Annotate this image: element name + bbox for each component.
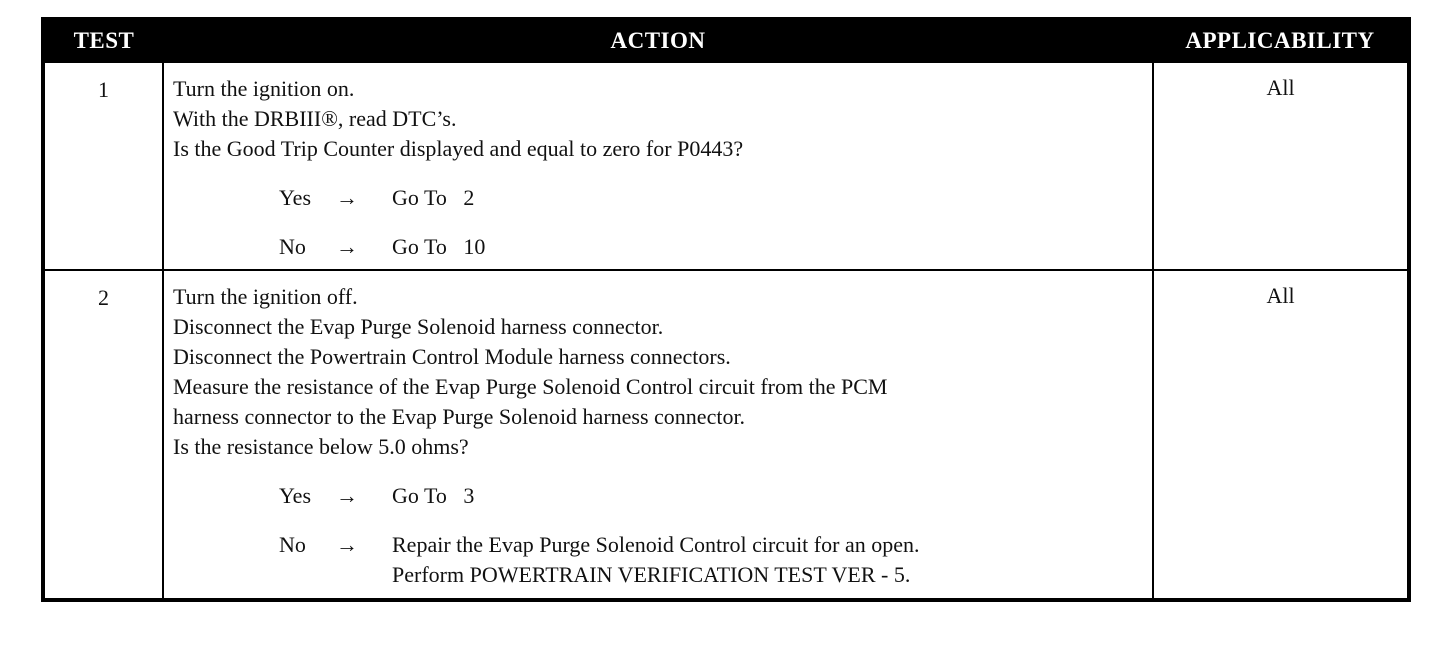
branch-target: Go To 3 [392,483,475,508]
action-cell [163,270,1153,600]
arrow-icon: → [336,483,358,508]
test-number: 1 [43,62,163,270]
action-question: Is the Good Trip Counter displayed and equal to zero for P0443? [173,136,744,161]
header-action: ACTION [163,19,1153,62]
branch-yes [279,183,1144,213]
applicability-value: All [1153,62,1409,270]
action-question: Is the resistance below 5.0 ohms? [173,434,469,459]
action-step: harness connector to the Evap Purge Solenoid harness connector. [173,404,746,429]
branch-target: Go To 10 [392,234,486,259]
action-step: Measure the resistance of the Evap Purge Solenoid Control circuit from the PCM [173,374,888,399]
diagnostic-test-table [41,17,1411,602]
action-step: Disconnect the Evap Purge Solenoid harness connector. [173,314,664,339]
action-step: Disconnect the Powertrain Control Module harness connectors. [173,344,731,369]
test-row-1 [43,62,1409,270]
applicability-value: All [1153,270,1409,600]
arrow-icon: → [336,185,358,210]
header-applicability: APPLICABILITY [1153,19,1409,62]
arrow-icon: → [336,532,358,557]
action-step: Turn the ignition off. [173,284,358,309]
repair-instruction: Repair the Evap Purge Solenoid Control circuit for an open. [392,532,920,557]
branch-target: Go To 2 [392,185,475,210]
answer-label: Yes [279,483,312,508]
branch-no [279,232,1144,262]
answer-label: No [279,234,306,259]
action-step: Turn the ignition on. [173,76,355,101]
branch-yes [279,481,1144,511]
header-row [43,19,1409,62]
branch-no [279,530,1144,590]
action-cell [163,62,1153,270]
verification-instruction: Perform POWERTRAIN VERIFICATION TEST VER - 5. [392,562,911,587]
test-row-2 [43,270,1409,600]
answer-label: No [279,532,306,557]
action-step: With the DRBIII®, read DTC’s. [173,106,457,131]
branch-target [392,530,919,590]
arrow-icon: → [336,234,358,259]
answer-label: Yes [279,185,312,210]
test-number: 2 [43,270,163,600]
header-test: TEST [43,19,163,62]
